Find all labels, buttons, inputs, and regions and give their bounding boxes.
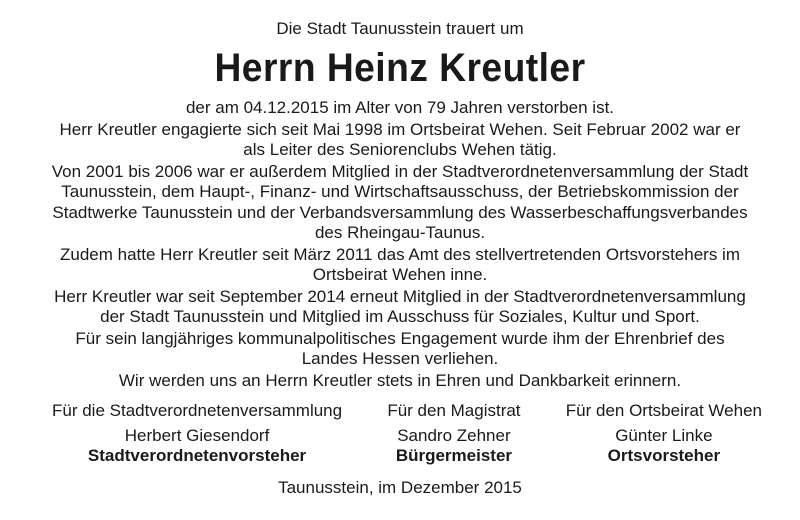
notice-paragraph [0,98,800,119]
paragraph-line: der am 04.12.2015 im Alter von 79 Jahren verstorben ist. [185,98,615,117]
signature-for: Für den Magistrat [387,401,521,420]
signature-magistrate [387,401,520,467]
paragraph-line: Herr Kreutler engagierte sich seit Mai 1998 im Ortsbeirat Wehen. Seit Februar 2002 war er [59,119,741,139]
paragraph-line: Landes Hessen verliehen. [301,349,499,368]
signature-title: Bürgermeister [395,446,513,465]
signature-title: Ortsvorsteher [607,446,721,465]
place-date: Taunusstein, im Dezember 2015 [278,477,522,497]
paragraph-line: Ortsbeirat Wehen inne. [312,265,488,284]
notice-paragraph [0,329,800,370]
notice-paragraph [0,287,800,328]
signature-person: Günter Linke [615,425,713,445]
signature-block [0,401,800,467]
signature-for: Für den Ortsbeirat Wehen [565,401,762,420]
notice-paragraph [0,120,800,161]
notice-paragraph [0,245,800,286]
signature-city-council [52,401,342,467]
signature-person: Herbert Giesendorf [124,425,270,445]
notice-paragraph [0,371,800,392]
paragraph-line: Stadtwerke Taunusstein und der Verbandsversammlung des Wasserbeschaffungsverbandes [52,202,748,222]
notice-intro: Die Stadt Taunusstein trauert um [276,19,524,38]
paragraph-line: Zudem hatte Herr Kreutler seit März 2011 das Amt des stellvertretenden Ortsvorstehers im [60,244,740,264]
signature-person: Sandro Zehner [397,425,511,445]
paragraph-line: als Leiter des Seniorenclubs Wehen tätig. [243,140,557,159]
notice-paragraph [0,162,800,244]
paragraph-line: Herr Kreutler war seit September 2014 erneut Mitglied in der Stadtverordnetenversammlung [54,286,746,306]
signature-for: Für die Stadtverordnetenversammlung [52,401,343,420]
paragraph-line: Von 2001 bis 2006 war er außerdem Mitglied in der Stadtverordnetenversammlung der Stadt [51,161,749,181]
paragraph-line: Taunusstein, dem Haupt-, Finanz- und Wirtschaftsausschuss, der Betriebskommission der [61,182,739,201]
deceased-name: Herrn Heinz Kreutler [214,46,586,90]
paragraph-line: der Stadt Taunusstein und Mitglied im Ausschuss für Soziales, Kultur und Sport. [100,307,700,326]
paragraph-line: Für sein langjähriges kommunalpolitisches Engagement wurde ihm der Ehrenbrief des [75,328,725,348]
paragraph-line: des Rheingau-Taunus. [314,223,486,242]
signature-local-council [566,401,762,467]
signature-title: Stadtverordnetenvorsteher [87,446,307,465]
paragraph-line: Wir werden uns an Herrn Kreutler stets in Ehren und Dankbarkeit erinnern. [118,370,682,390]
